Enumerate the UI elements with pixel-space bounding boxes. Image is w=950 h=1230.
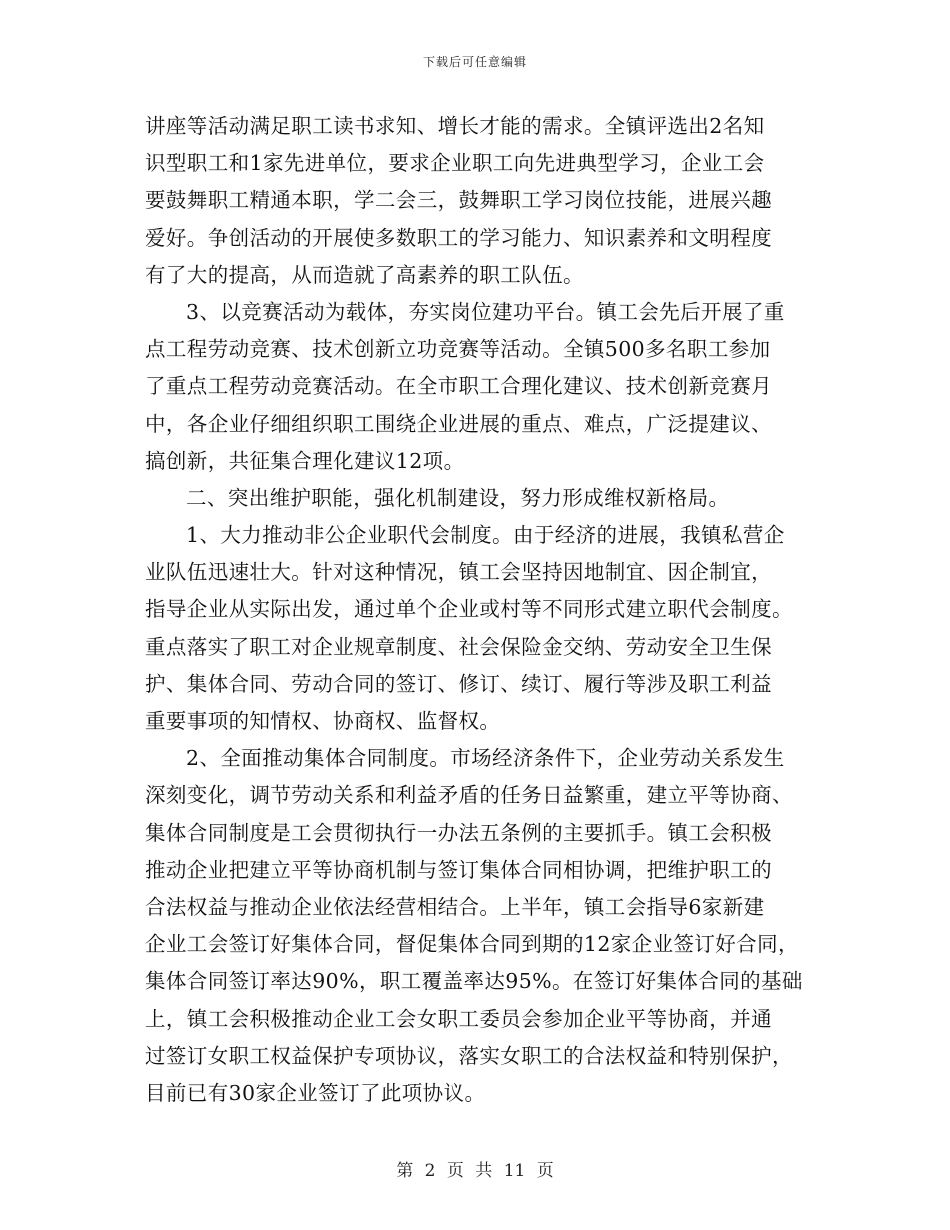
- text-line: 指导企业从实际出发，通过单个企业或村等不同形式建立职代会制度。: [145, 597, 793, 622]
- text-line: 重点落实了职工对企业规章制度、社会保险金交纳、劳动安全卫生保: [145, 634, 772, 659]
- document-body: [145, 108, 809, 1112]
- text-line: 过签订女职工权益保护专项协议，落实女职工的合法权益和特别保护，: [145, 1043, 793, 1068]
- text-line: 识型职工和1家先进单位，要求企业职工向先进典型学习，企业工会: [145, 151, 765, 176]
- text-line: 中，各企业仔细组织职工围绕企业进展的重点、难点，广泛提建议、: [145, 411, 772, 436]
- text-line: 爱好。争创活动的开展使多数职工的学习能力、知识素养和文明程度: [145, 225, 772, 250]
- text-line: 1、大力推动非公企业职代会制度。由于经济的进展，我镇私营企: [186, 523, 785, 548]
- text-line: 推动企业把建立平等协商机制与签订集体合同相协调，把维护职工的: [145, 857, 772, 882]
- page-number-footer: 第 2 页 共 11 页: [396, 1161, 554, 1181]
- text-line: 深刻变化，调节劳动关系和利益矛盾的任务日益繁重，建立平等协商、: [145, 783, 793, 808]
- text-line: 3、以竞赛活动为载体，夯实岗位建功平台。镇工会先后开展了重: [186, 299, 785, 324]
- text-line: 要鼓舞职工精通本职，学二会三，鼓舞职工学习岗位技能，进展兴趣: [145, 188, 772, 213]
- text-line: 业队伍迅速壮大。针对这种情况，镇工会坚持因地制宜、因企制宜，: [145, 560, 772, 585]
- text-line: 搞创新，共征集合理化建议12项。: [145, 448, 465, 473]
- text-line: 点工程劳动竞赛、技术创新立功竞赛等活动。全镇500多名职工参加: [145, 337, 771, 362]
- text-line: 讲座等活动满足职工读书求知、增长才能的需求。全镇评选出2名知: [145, 114, 765, 138]
- text-line: 上，镇工会积极推动企业工会女职工委员会参加企业平等协商，并通: [145, 1006, 772, 1031]
- text-line: 企业工会签订好集体合同，督促集体合同到期的12家企业签订好合同，: [145, 932, 799, 957]
- text-line: 集体合同制度是工会贯彻执行一办法五条例的主要抓手。镇工会积极: [145, 820, 772, 845]
- text-line: 了重点工程劳动竞赛活动。在全市职工合理化建议、技术创新竞赛月: [145, 374, 772, 399]
- page-header-note: 下载后可任意编辑: [422, 55, 527, 69]
- text-line: 2、全面推动集体合同制度。市场经济条件下，企业劳动关系发生: [186, 746, 785, 771]
- text-line: 二、突出维护职能，强化机制建设，努力形成维权新格局。: [186, 485, 730, 510]
- text-line: 目前已有30家企业签订了此项协议。: [145, 1080, 486, 1105]
- text-line: 重要事项的知情权、协商权、监督权。: [145, 709, 501, 733]
- text-line: 护、集体合同、劳动合同的签订、修订、续订、履行等涉及职工利益: [145, 671, 772, 696]
- text-line: 合法权益与推动企业依法经营相结合。上半年，镇工会指导6家新建: [145, 894, 765, 919]
- text-line: 集体合同签订率达90%，职工覆盖率达95%。在签订好集体合同的基础: [145, 969, 803, 994]
- text-line: 有了大的提高，从而造就了高素养的职工队伍。: [145, 262, 584, 287]
